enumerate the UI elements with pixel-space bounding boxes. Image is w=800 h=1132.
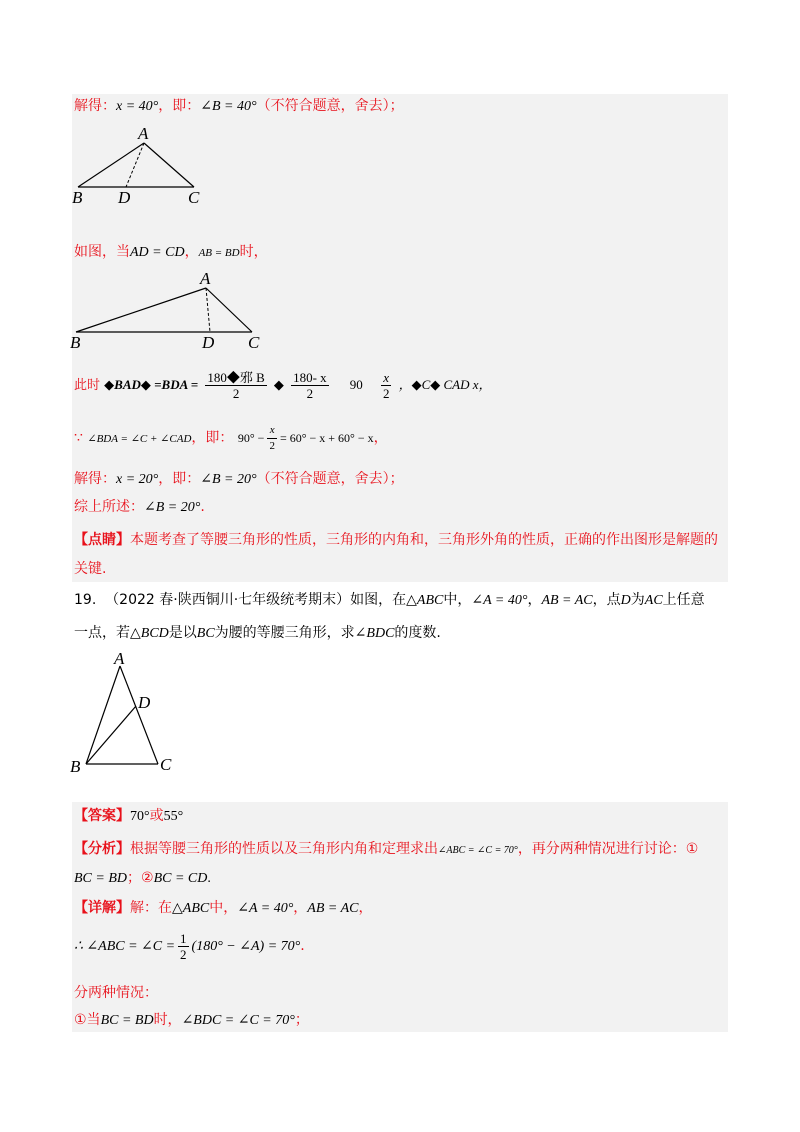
- case2-now-line: 此时 ◆BAD◆ =BDA = $\frac{\text{180◆邪 B}}{2}$ ◆ $\frac{180- x}{2}$ 90 $\frac{x}{2}$ ，◆C◆ CAD x，: [74, 370, 492, 401]
- analysis-line-1: 【分析】根据等腰三角形的性质以及三角形内角和定理求出∠ABC = ∠C = 70°，再分两种情况进行讨论：①: [74, 841, 699, 857]
- label-a: A: [114, 649, 125, 668]
- label-b: B: [70, 333, 81, 352]
- answer-tag: 【答案】: [74, 808, 130, 824]
- question-source: （2022 春·陕西铜川·七年级统考期末）如图，在: [105, 592, 407, 608]
- question-number: 19.: [74, 592, 97, 608]
- label-d: D: [202, 333, 215, 352]
- angle-b-value: ∠B = 40°: [200, 99, 257, 114]
- detail-line-1: 【详解】解：在△ABC中，∠A = 40°，AB = AC，: [74, 900, 373, 916]
- figure-triangle-1: [70, 125, 210, 210]
- label-d: D: [118, 188, 131, 207]
- fraction-half: $\frac{1}{2}$: [180, 930, 187, 962]
- label-a: A: [138, 125, 149, 143]
- comment-line-1: 【点睛】本题考查了等腰三角形的性质，三角形的内角和，三角形外角的性质，正确的作出图形是解题的: [74, 532, 718, 548]
- answer-line: 【答案】70°或55°: [74, 808, 184, 824]
- figure-triangle-3: [68, 648, 188, 778]
- label-a: A: [200, 269, 211, 288]
- reject-note: （不符合题意，舍去）；: [256, 98, 404, 114]
- solve-label: 解得：: [74, 98, 116, 114]
- fraction-x-half: $\frac{x}{2}$: [269, 423, 275, 452]
- summary-line: 综上所述：∠B = 20°.: [74, 499, 205, 515]
- case2-solve-line: 解得：x = 20°，即：∠B = 20°（不符合题意，舍去）；: [74, 471, 404, 487]
- label-d: D: [138, 693, 151, 712]
- case2-intro-line: 如图，当AD = CD，AB = BD时，: [74, 244, 268, 260]
- label-c: C: [188, 188, 200, 207]
- fraction-2: $\frac{180- x}{2}$: [293, 370, 327, 401]
- detail-two-cases: 分两种情况：: [74, 985, 158, 1001]
- question-19-line-2: 一点，若△BCD是以BC为腰的等腰三角形，求∠BDC的度数.: [74, 625, 441, 641]
- detail-tag: 【详解】: [74, 900, 130, 916]
- question-19-line-1: 19. （2022 春·陕西铜川·七年级统考期末）如图，在△ABC中，∠A = 40°，AB = AC，点D为AC上任意: [74, 592, 705, 608]
- analysis-tag: 【分析】: [74, 841, 130, 857]
- case1-solve-line: 解得：x = 40°，即：∠B = 40°（不符合题意，舍去）；: [74, 98, 404, 114]
- detail-line-2: ∴ ∠ABC = ∠C = $\frac{1}{2}$ (180° − ∠A) = 70°.: [74, 930, 305, 962]
- label-b: B: [72, 188, 83, 207]
- comment-line-2: 关键.: [74, 561, 107, 577]
- comment-tag: 【点睛】: [74, 532, 130, 548]
- label-c: C: [160, 755, 172, 774]
- figure-triangle-2: [68, 268, 268, 353]
- label-b: B: [70, 757, 81, 776]
- solve-math: x = 40°: [116, 99, 159, 114]
- label-c: C: [248, 333, 260, 352]
- fraction-1: $\frac{\text{180◆邪 B}}{2}$: [207, 370, 265, 401]
- fraction-3: $\frac{x}{2}$: [382, 370, 390, 401]
- analysis-line-2: BC = BD；②BC = CD.: [74, 870, 211, 886]
- detail-case1-line: ①当BC = BD时，∠BDC = ∠C = 70°；: [74, 1012, 309, 1028]
- case2-because-line: ∵ ∠BDA = ∠C + ∠CAD，即： 90° − $\frac{x}{2}$ = 60° − x + 60° − x，: [74, 423, 388, 452]
